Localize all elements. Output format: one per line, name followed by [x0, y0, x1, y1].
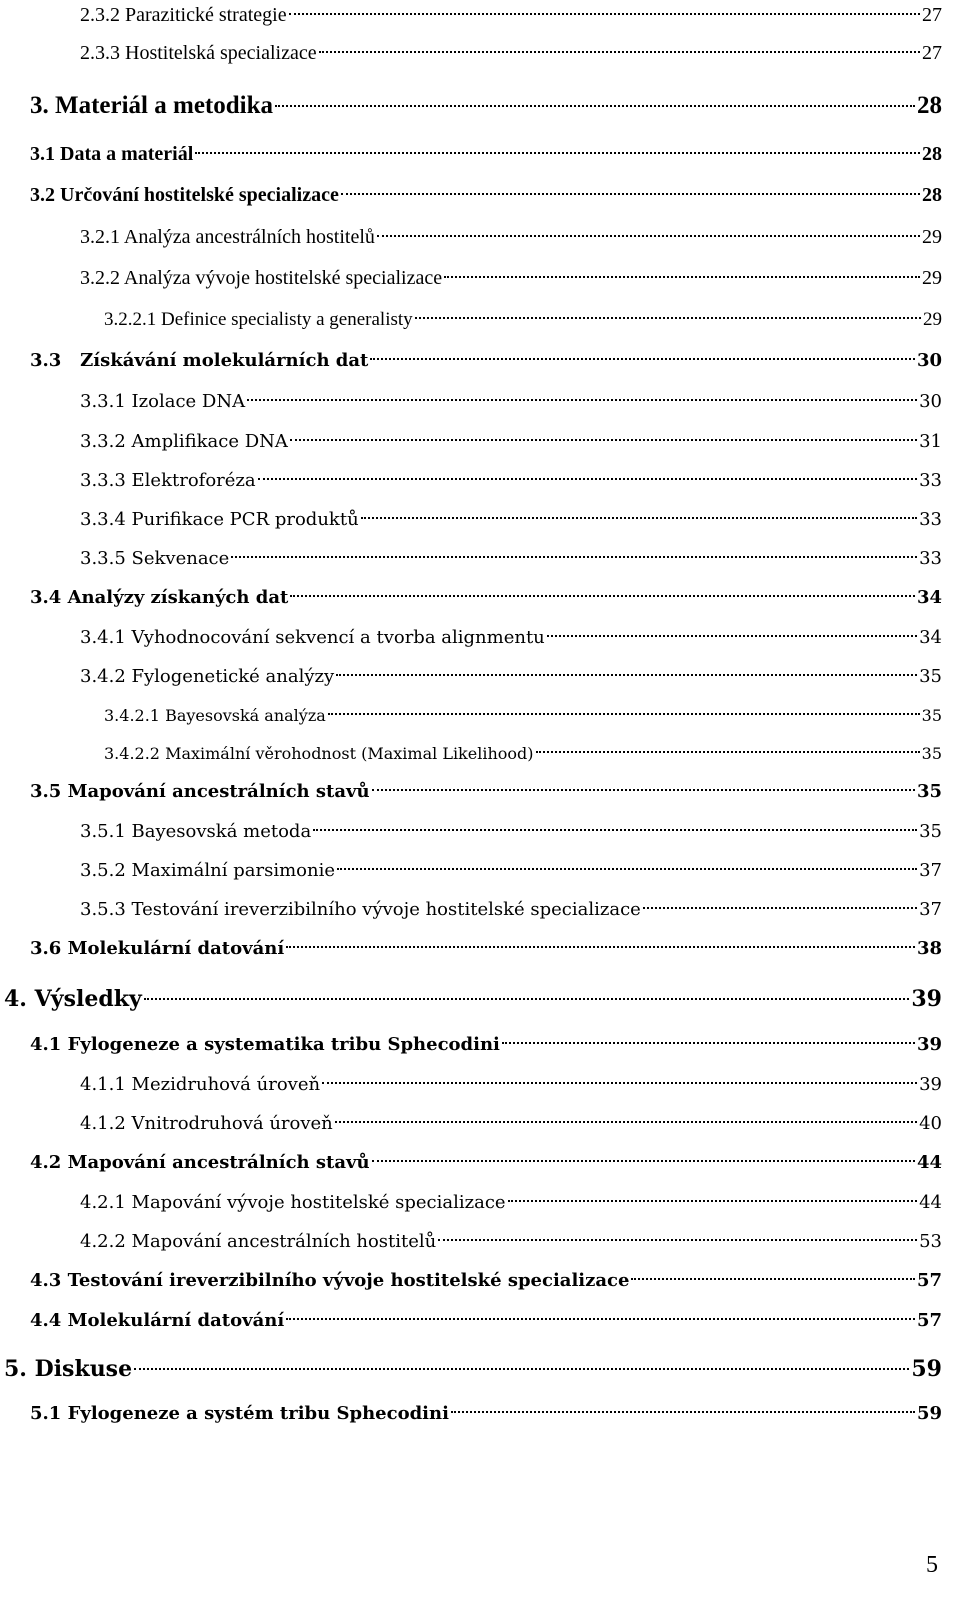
toc-entry-title: 4.1.2 Vnitrodruhová úroveň	[80, 1113, 333, 1134]
toc-entry-page: 59	[911, 1356, 942, 1382]
dot-leader	[415, 317, 921, 319]
toc-entry-title: 3.4.2.1 Bayesovská analýza	[104, 706, 326, 725]
dot-leader	[643, 907, 917, 909]
toc-entry	[30, 139, 942, 169]
toc-entry-title: 5.1 Fylogeneze a systém tribu Sphecodini	[30, 1403, 449, 1424]
toc-entry-page: 30	[916, 350, 942, 371]
toc-entry-title: 4. Výsledky	[4, 986, 142, 1012]
toc-entry	[80, 1070, 942, 1100]
toc-entry-page: 44	[919, 1192, 942, 1213]
toc-entry-page: 37	[919, 860, 942, 881]
toc-entry-title: 4.4 Molekulární datování	[30, 1310, 285, 1331]
toc-entry-title: 3.2.2.1 Definice specialisty a generalisty	[104, 309, 413, 330]
toc-entry	[30, 583, 942, 613]
toc-entry	[104, 305, 942, 335]
toc-entry	[30, 1030, 942, 1060]
toc-entry	[30, 1148, 942, 1178]
toc-entry	[104, 739, 942, 769]
dot-leader	[361, 517, 917, 519]
toc-entry	[80, 817, 942, 847]
toc-entry-title: 4.3 Testování ireverzibilního vývoje hostitelské specializace	[30, 1270, 630, 1291]
toc-entry-page: 57	[916, 1310, 942, 1331]
toc-entry-title: 3.3.1 Izolace DNA	[80, 391, 246, 412]
toc-entry-title: 3.5 Mapování ancestrálních stavů	[30, 781, 370, 802]
dot-leader	[258, 478, 917, 480]
toc-entry-page: 30	[919, 391, 942, 412]
toc-entry	[80, 544, 942, 574]
toc-entry-page: 39	[911, 986, 942, 1012]
toc-entry-title: 3.3 Získávání molekulárních dat	[30, 350, 369, 371]
toc-entry-title: 4.2.1 Mapování vývoje hostitelské specializace	[80, 1192, 506, 1213]
dot-leader	[290, 439, 917, 441]
toc-entry	[30, 346, 942, 376]
toc-entry-title: 3.6 Molekulární datování	[30, 938, 285, 959]
dot-leader	[313, 829, 917, 831]
dot-leader	[377, 235, 920, 237]
toc-entry	[80, 387, 942, 417]
toc-entry	[80, 856, 942, 886]
dot-leader	[335, 1121, 917, 1123]
toc-entry	[30, 1306, 942, 1336]
dot-leader	[372, 789, 915, 791]
toc-entry-title: 4.1 Fylogeneze a systematika tribu Sphecodini	[30, 1034, 500, 1055]
toc-entry-page: 38	[916, 938, 942, 959]
toc-entry-title: 3.5.1 Bayesovská metoda	[80, 821, 312, 842]
dot-leader	[144, 998, 910, 1000]
toc-entry	[4, 1352, 942, 1386]
toc-entry-title: 3.3.3 Elektroforéza	[80, 470, 256, 491]
toc-entry-page: 40	[919, 1113, 942, 1134]
dot-leader	[275, 105, 915, 107]
toc-entry-title: 3.3.5 Sekvenace	[80, 548, 230, 569]
toc-entry-page: 59	[916, 1403, 942, 1424]
toc-entry	[80, 38, 942, 68]
toc-entry-title: 3.5.3 Testování ireverzibilního vývoje hostitelské specializace	[80, 899, 641, 920]
toc-entry-title: 5. Diskuse	[4, 1356, 133, 1382]
toc-entry-page: 39	[919, 1074, 942, 1095]
toc-entry-page: 31	[919, 431, 942, 452]
toc-entry-page: 35	[921, 706, 942, 725]
dot-leader	[451, 1411, 915, 1413]
dot-leader	[336, 674, 917, 676]
dot-leader	[195, 152, 920, 154]
toc-entry-title: 3.4.2.2 Maximální věrohodnost (Maximal Likelihood)	[104, 744, 534, 763]
toc-entry	[104, 701, 942, 731]
toc-entry-page: 28	[917, 92, 942, 119]
toc-entry	[80, 466, 942, 496]
dot-leader	[231, 556, 917, 558]
toc-entry-title: 4.1.1 Mezidruhová úroveň	[80, 1074, 321, 1095]
dot-leader	[631, 1278, 915, 1280]
dot-leader	[372, 1160, 915, 1162]
toc-entry-page: 34	[919, 627, 942, 648]
toc-entry	[80, 895, 942, 925]
dot-leader	[134, 1368, 909, 1370]
toc-entry-title: 3. Materiál a metodika	[30, 92, 274, 119]
toc-entry-page: 35	[921, 744, 942, 763]
toc-entry-page: 28	[922, 184, 942, 206]
toc-entry-title: 3.3.4 Purifikace PCR produktů	[80, 509, 359, 530]
toc-entry	[30, 180, 942, 210]
toc-entry	[80, 1109, 942, 1139]
toc-entry-page: 35	[919, 666, 942, 687]
toc-entry-title: 3.4.1 Vyhodnocování sekvencí a tvorba alignmentu	[80, 627, 545, 648]
toc-entry-title: 3.2 Určování hostitelské specializace	[30, 184, 339, 206]
toc-entry	[80, 222, 942, 252]
toc-entry-title: 2.3.2 Parazitické strategie	[80, 4, 287, 26]
dot-leader	[286, 946, 915, 948]
toc-entry-page: 29	[922, 267, 942, 289]
toc-entry-title: 3.3.2 Amplifikace DNA	[80, 431, 288, 452]
toc-entry	[30, 1266, 942, 1296]
toc-entry	[80, 1188, 942, 1218]
toc-entry-title: 3.1 Data a materiál	[30, 143, 194, 165]
dot-leader	[444, 276, 920, 278]
toc-entry-page: 53	[919, 1231, 942, 1252]
toc-entry	[30, 91, 942, 121]
toc-entry-page: 27	[922, 42, 942, 64]
toc-entry-title: 4.2.2 Mapování ancestrálních hostitelů	[80, 1231, 437, 1252]
dot-leader	[289, 13, 920, 15]
toc-entry	[80, 427, 942, 457]
toc-entry-page: 27	[922, 4, 942, 26]
dot-leader	[341, 193, 920, 195]
toc-entry	[80, 505, 942, 535]
toc-entry	[80, 1227, 942, 1257]
toc-entry	[80, 623, 942, 653]
toc-entry	[4, 982, 942, 1016]
toc-entry-title: 3.5.2 Maximální parsimonie	[80, 860, 335, 881]
toc-entry-title: 3.2.1 Analýza ancestrálních hostitelů	[80, 226, 375, 248]
dot-leader	[502, 1042, 915, 1044]
toc-entry	[80, 0, 942, 30]
toc-entry-title: 3.2.2 Analýza vývoje hostitelské specializace	[80, 267, 443, 289]
toc-entry-page: 37	[919, 899, 942, 920]
toc-entry-page: 35	[919, 821, 942, 842]
toc-entry-page: 57	[916, 1270, 942, 1291]
toc-entry-page: 29	[923, 309, 942, 330]
dot-leader	[322, 1082, 917, 1084]
toc-entry	[80, 662, 942, 692]
dot-leader	[328, 713, 920, 715]
dot-leader	[438, 1239, 917, 1241]
dot-leader	[508, 1200, 918, 1202]
page-number: 5	[926, 1552, 938, 1578]
toc-entry-title: 3.4 Analýzy získaných dat	[30, 587, 289, 608]
toc-entry-page: 28	[922, 143, 942, 165]
toc-entry-page: 33	[919, 470, 942, 491]
dot-leader	[547, 635, 917, 637]
dot-leader	[247, 399, 917, 401]
toc-entry-title: 4.2 Mapování ancestrálních stavů	[30, 1152, 370, 1173]
toc-entry-page: 33	[919, 548, 942, 569]
toc-entry	[30, 777, 942, 807]
toc-entry	[30, 1399, 942, 1429]
dot-leader	[290, 595, 915, 597]
toc-entry-page: 34	[916, 587, 942, 608]
toc-entry	[80, 263, 942, 293]
toc-entry-page: 29	[922, 226, 942, 248]
dot-leader	[536, 751, 920, 753]
toc-entry-page: 35	[916, 781, 942, 802]
dot-leader	[286, 1318, 915, 1320]
toc-entry-title: 2.3.3 Hostitelská specializace	[80, 42, 317, 64]
toc-entry-page: 33	[919, 509, 942, 530]
dot-leader	[337, 868, 917, 870]
dot-leader	[370, 358, 915, 360]
toc-entry-page: 44	[916, 1152, 942, 1173]
toc-entry-title: 3.4.2 Fylogenetické analýzy	[80, 666, 335, 687]
toc-entry	[30, 934, 942, 964]
toc-entry-page: 39	[916, 1034, 942, 1055]
dot-leader	[319, 51, 920, 53]
